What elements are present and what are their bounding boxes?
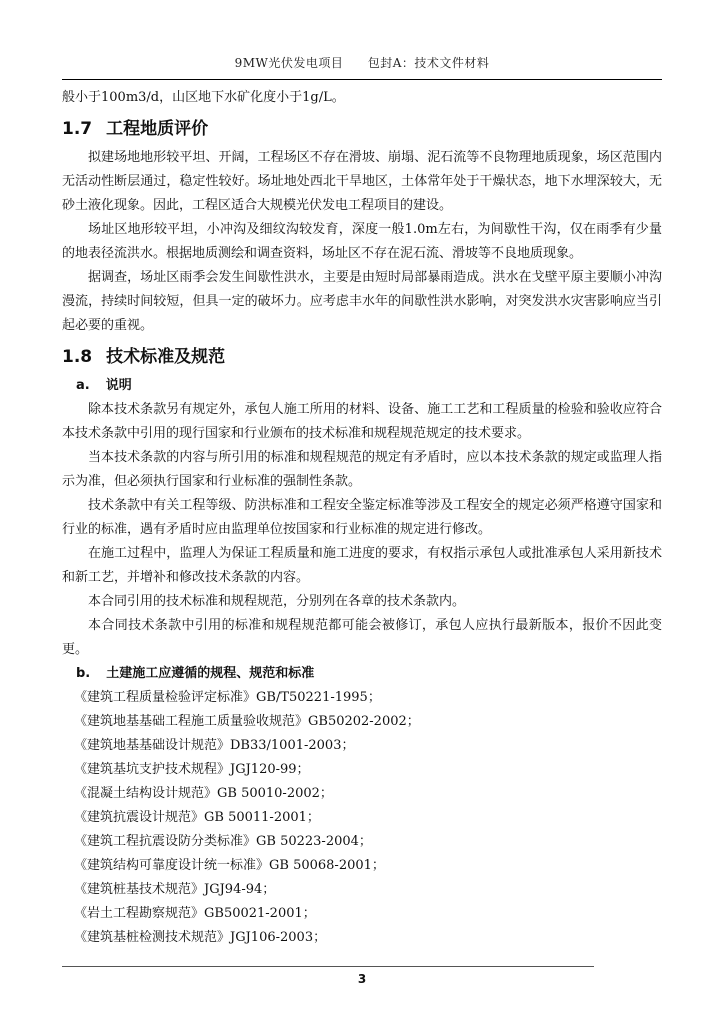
paragraph: 本合同引用的技术标准和规程规范，分别列在各章的技术条款内。: [88, 594, 466, 609]
standard-item: 《混凝土结构设计规范》GB 50010-2002；: [74, 786, 333, 801]
page-number: 3: [357, 972, 367, 986]
page-header: [72, 54, 652, 71]
paragraph: 场址区地形较平坦，小冲沟及细纹沟较发育，深度一般1.0m左右，为间歇性干沟，仅在雨季有少量的地表径流洪水。根据地质测绘和调查资料，场址区不存在泥石流、滑坡等不良地质现象。: [62, 222, 662, 261]
header-project: 9MW光伏发电项目: [234, 56, 344, 70]
subsection-label: a.: [76, 378, 90, 393]
standard-item: 《建筑工程抗震设防分类标准》GB 50223-2004；: [74, 834, 372, 849]
standard-item: 《建筑地基基础设计规范》DB33/1001-2003；: [74, 738, 355, 753]
standard-item: 《建筑桩基技术规范》JGJ94-94；: [74, 882, 276, 897]
section-heading-geology: [62, 114, 662, 144]
paragraph: 在施工过程中，监理人为保证工程质量和施工进度的要求，有权指示承包人或批准承包人采用新技术和新工艺，并增补和修改技术条款的内容。: [62, 546, 662, 585]
footer-rule: [62, 966, 594, 967]
paragraph: 当本技术条款的内容与所引用的标准和规程规范的规定有矛盾时，应以本技术条款的规定或监理人指示为准，但必须执行国家和行业标准的强制性条款。: [62, 450, 662, 489]
standard-item: 《建筑结构可靠度设计统一标准》GB 50068-2001；: [74, 858, 385, 873]
standard-item: 《建筑基坑支护技术规程》JGJ120-99；: [74, 762, 310, 777]
section-title: 技术标准及规范: [106, 347, 226, 367]
standard-item: 《建筑地基基础工程施工质量验收规范》GB50202-2002；: [74, 714, 420, 729]
document-body: [62, 86, 662, 950]
subsection-label: b.: [76, 666, 91, 681]
standard-item: 《岩土工程勘察规范》GB50021-2001；: [74, 906, 316, 921]
paragraph: 据调查，场址区雨季会发生间歇性洪水，主要是由短时局部暴雨造成。洪水在戈壁平原主要顺小冲沟漫流，持续时间较短，但具一定的破坏力。应考虑丰水年的间歇性洪水影响，对突发洪水灾害影响应当引起必要的重视。: [62, 270, 662, 333]
section-heading-standards: [62, 342, 662, 372]
standard-item: 《建筑抗震设计规范》GB 50011-2001；: [74, 810, 320, 825]
section-number: 1.8: [62, 347, 93, 367]
intro-text: 般小于100m3/d，山区地下水矿化度小于1g/L。: [62, 90, 345, 105]
subsection-title: 说明: [105, 378, 132, 393]
section-title: 工程地质评价: [106, 119, 209, 139]
paragraph: 本合同技术条款中引用的标准和规程规范都可能会被修订，承包人应执行最新版本，报价不因此变更。: [62, 618, 662, 657]
paragraph: 拟建场地地形较平坦、开阔，工程场区不存在滑坡、崩塌、泥石流等不良物理地质现象，场区范围内无活动性断层通过，稳定性较好。场址地处西北干旱地区，土体常年处于干燥状态，地下水埋深较大，无砂土液化现象。因此，工程区适合大规模光伏发电工程项目的建设。: [62, 150, 662, 213]
standards-list: [62, 686, 662, 950]
standard-item: 《建筑基桩检测技术规范》JGJ106-2003；: [74, 930, 327, 945]
section-number: 1.7: [62, 119, 93, 139]
standard-item: 《建筑工程质量检验评定标准》GB/T50221-1995；: [74, 690, 381, 705]
header-package: 包封A：技术文件材料: [367, 56, 490, 70]
subsection-title: 土建施工应遵循的规程、规范和标准: [106, 666, 315, 681]
paragraph: 技术条款中有关工程等级、防洪标准和工程安全鉴定标准等涉及工程安全的规定必须严格遵守国家和行业的标准，遇有矛盾时应由监理单位按国家和行业标准的规定进行修改。: [62, 498, 662, 537]
subsection-heading-civil-standards: [62, 662, 662, 686]
header-rule: [62, 79, 662, 80]
paragraph: 除本技术条款另有规定外，承包人施工所用的材料、设备、施工工艺和工程质量的检验和验收应符合本技术条款中引用的现行国家和行业颁布的技术标准和规程规范规定的技术要求。: [62, 402, 662, 441]
subsection-heading-notes: [62, 374, 662, 398]
